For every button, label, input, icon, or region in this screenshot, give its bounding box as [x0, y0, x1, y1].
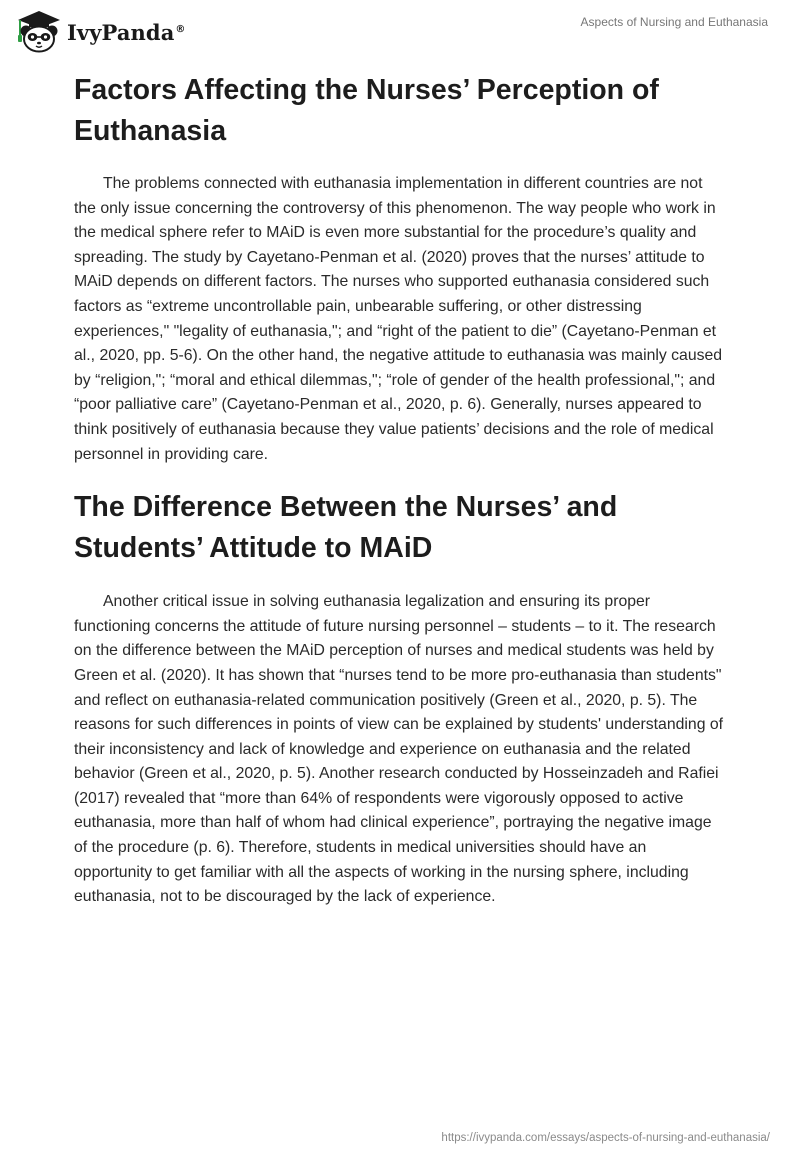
section-nurses-vs-students: [74, 487, 726, 910]
brand-name: IvyPanda®: [67, 19, 186, 45]
document-title: Aspects of Nursing and Euthanasia: [580, 15, 768, 29]
section-heading: Factors Affecting the Nurses’ Perception of Euthanasia: [74, 74, 659, 147]
page-header: [0, 0, 800, 62]
panda-graduate-icon: [14, 9, 64, 53]
section-paragraph: Another critical issue in solving euthanasia legalization and ensuring its proper functioning concerns the attitude of future nursing personnel – students – to it. The research on the difference between the MAiD perception of nurses and medical students was held by Green et al. (2020). It has shown that “nurses tend to be more pro-euthanasia than students" and reflect on euthanasia-related communication positively (Green et al., 2020, p. 5). The reasons for such differences in points of view can be explained by students' understanding of their inconsistency and lack of knowledge and experience on euthanasia and the related behavior (Green et al., 2020, p. 5). Another research conducted by Hosseinzadeh and Rafiei (2017) revealed that “more than 64% of respondents were vigorously opposed to active euthanasia, more than half of whom had clinical experience”, portraying the negative image of the procedure (p. 6). Therefore, students in medical universities should have an opportunity to get familiar with all the aspects of working in the nursing sphere, including euthanasia, not to be discouraged by the lack of experience.: [74, 593, 724, 906]
section-paragraph: The problems connected with euthanasia implementation in different countries are not the only issue concerning the controversy of this phenomenon. The way people who work in the medical sphere refer to MAiD is even more substantial for the procedure’s quality and spreading. The study by Cayetano-Penman et al. (2020) proves that the nurses’ attitude to MAiD depends on different factors. The nurses who supported euthanasia considered such factors as “extreme uncontrollable pain, unbearable suffering, or other distressing experiences," "legality of euthanasia,"; and “right of the patient to die” (Cayetano-Penman et al., 2020, pp. 5-6). On the other hand, the negative attitude to euthanasia was mainly caused by “religion,"; “moral and ethical dilemmas,"; “role of gender of the health professional,"; and “poor palliative care” (Cayetano-Penman et al., 2020, p. 6). Generally, nurses appeared to think positively of euthanasia because they value patients’ decisions and the role of medical personnel in providing care.: [74, 175, 723, 463]
section-heading: The Difference Between the Nurses’ and Students’ Attitude to MAiD: [74, 491, 618, 565]
essay-content: [74, 70, 726, 910]
brand-logo[interactable]: [14, 9, 186, 53]
registered-mark: ®: [175, 23, 186, 35]
source-url-link[interactable]: https://ivypanda.com/essays/aspects-of-nursing-and-euthanasia/: [441, 1132, 770, 1144]
section-nurses-perception: [74, 70, 726, 467]
